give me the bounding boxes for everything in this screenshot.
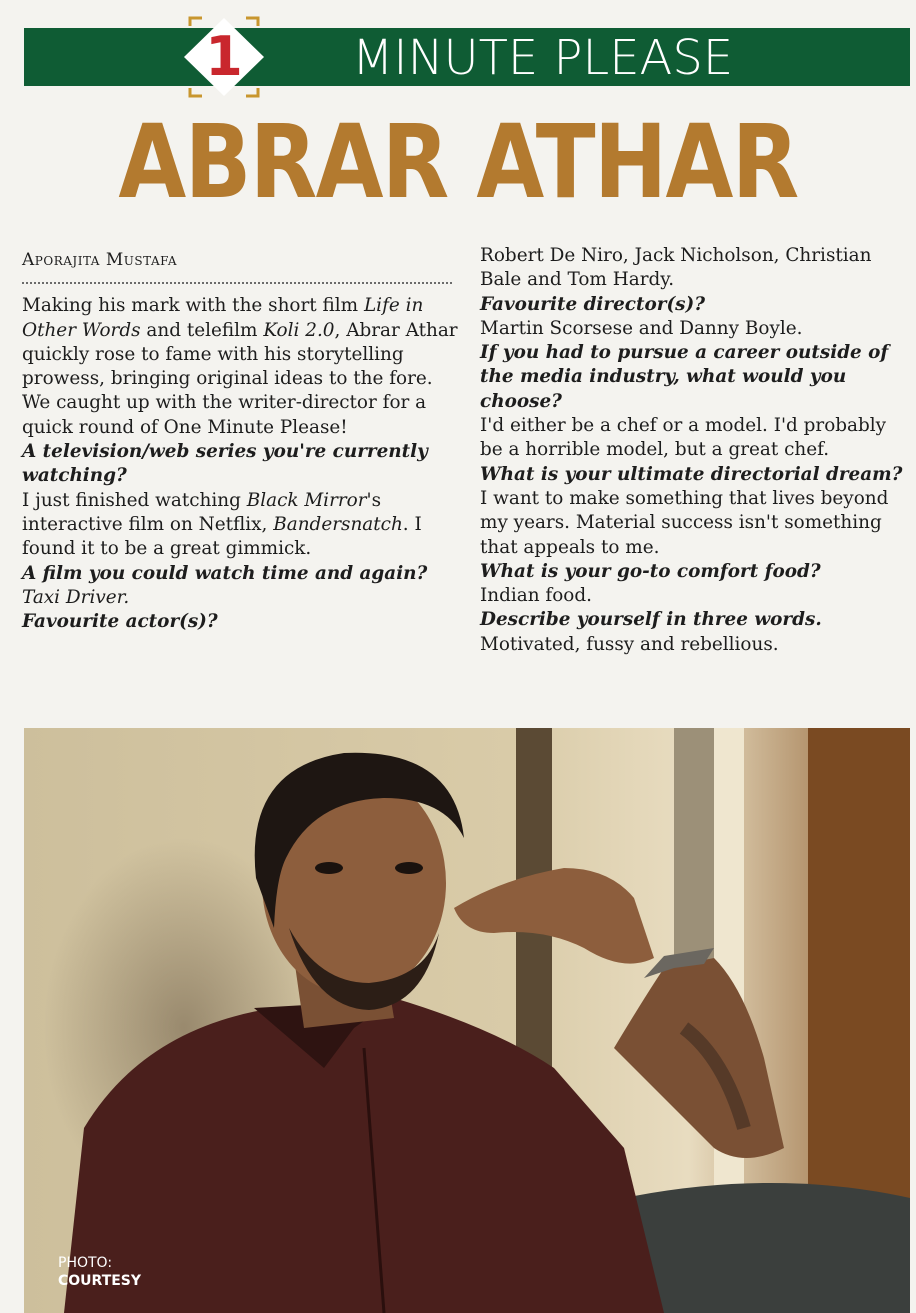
number-badge bbox=[176, 14, 272, 100]
dotted-divider bbox=[22, 282, 452, 284]
answer bbox=[22, 489, 462, 562]
answer: I'd either be a chef or a model. I'd probably be a horrible model, but a great chef. bbox=[480, 415, 887, 461]
answer: Robert De Niro, Jack Nicholson, Christian Bale and Tom Hardy. bbox=[480, 245, 872, 291]
intro-text: and telefilm bbox=[140, 319, 264, 341]
film-title: Life in Other Words bbox=[22, 295, 424, 341]
intro-text: , Abrar Athar quickly rose to fame with his storytelling prowess, bringing original ideas to the fore. We caught up with the writer-director for a quick round of One Minute Please! bbox=[22, 319, 458, 438]
section-title: MINUTE PLEASE bbox=[352, 30, 734, 86]
question: Favourite actor(s)? bbox=[22, 611, 218, 633]
answer-text: 's interactive film on Netflix, bbox=[22, 489, 382, 535]
portrait-illustration bbox=[24, 728, 910, 1313]
question: If you had to pursue a career outside of the media industry, what would you choose? bbox=[480, 342, 889, 412]
intro-text: Making his mark with the short film bbox=[22, 295, 364, 317]
headline: ABRAR ATHAR bbox=[118, 103, 798, 222]
question: What is your go-to comfort food? bbox=[480, 560, 821, 582]
article-column-left bbox=[22, 246, 462, 634]
intro-paragraph bbox=[22, 294, 462, 440]
badge-number: 1 bbox=[205, 25, 243, 88]
show-title: Bandersnatch bbox=[273, 513, 403, 535]
photo-credit bbox=[58, 1254, 141, 1290]
photo-credit-value: COURTESY bbox=[58, 1273, 142, 1289]
answer: I want to make something that lives beyond my years. Material success isn't something that appeals to me. bbox=[480, 487, 889, 558]
portrait-photo bbox=[24, 728, 910, 1313]
answer-text: . I found it to be a great gimmick. bbox=[22, 513, 422, 560]
film-title: Koli 2.0 bbox=[263, 319, 335, 341]
answer: Motivated, fussy and rebellious. bbox=[480, 633, 779, 655]
answer: Indian food. bbox=[480, 585, 592, 607]
question: A film you could watch time and again? bbox=[22, 562, 428, 584]
question: A television/web series you're currently watching? bbox=[22, 441, 428, 487]
answer-text: I just finished watching bbox=[22, 489, 247, 511]
question: What is your ultimate directorial dream? bbox=[480, 463, 903, 485]
question: Describe yourself in three words. bbox=[480, 609, 822, 631]
photo-credit-label: PHOTO: bbox=[58, 1255, 113, 1271]
question: Favourite director(s)? bbox=[480, 293, 705, 315]
answer: Taxi Driver. bbox=[22, 586, 130, 608]
show-title: Black Mirror bbox=[246, 489, 367, 511]
answer: Martin Scorsese and Danny Boyle. bbox=[480, 317, 803, 339]
article-column-right bbox=[480, 244, 910, 657]
byline: Aporajita Mustafa bbox=[22, 250, 178, 270]
